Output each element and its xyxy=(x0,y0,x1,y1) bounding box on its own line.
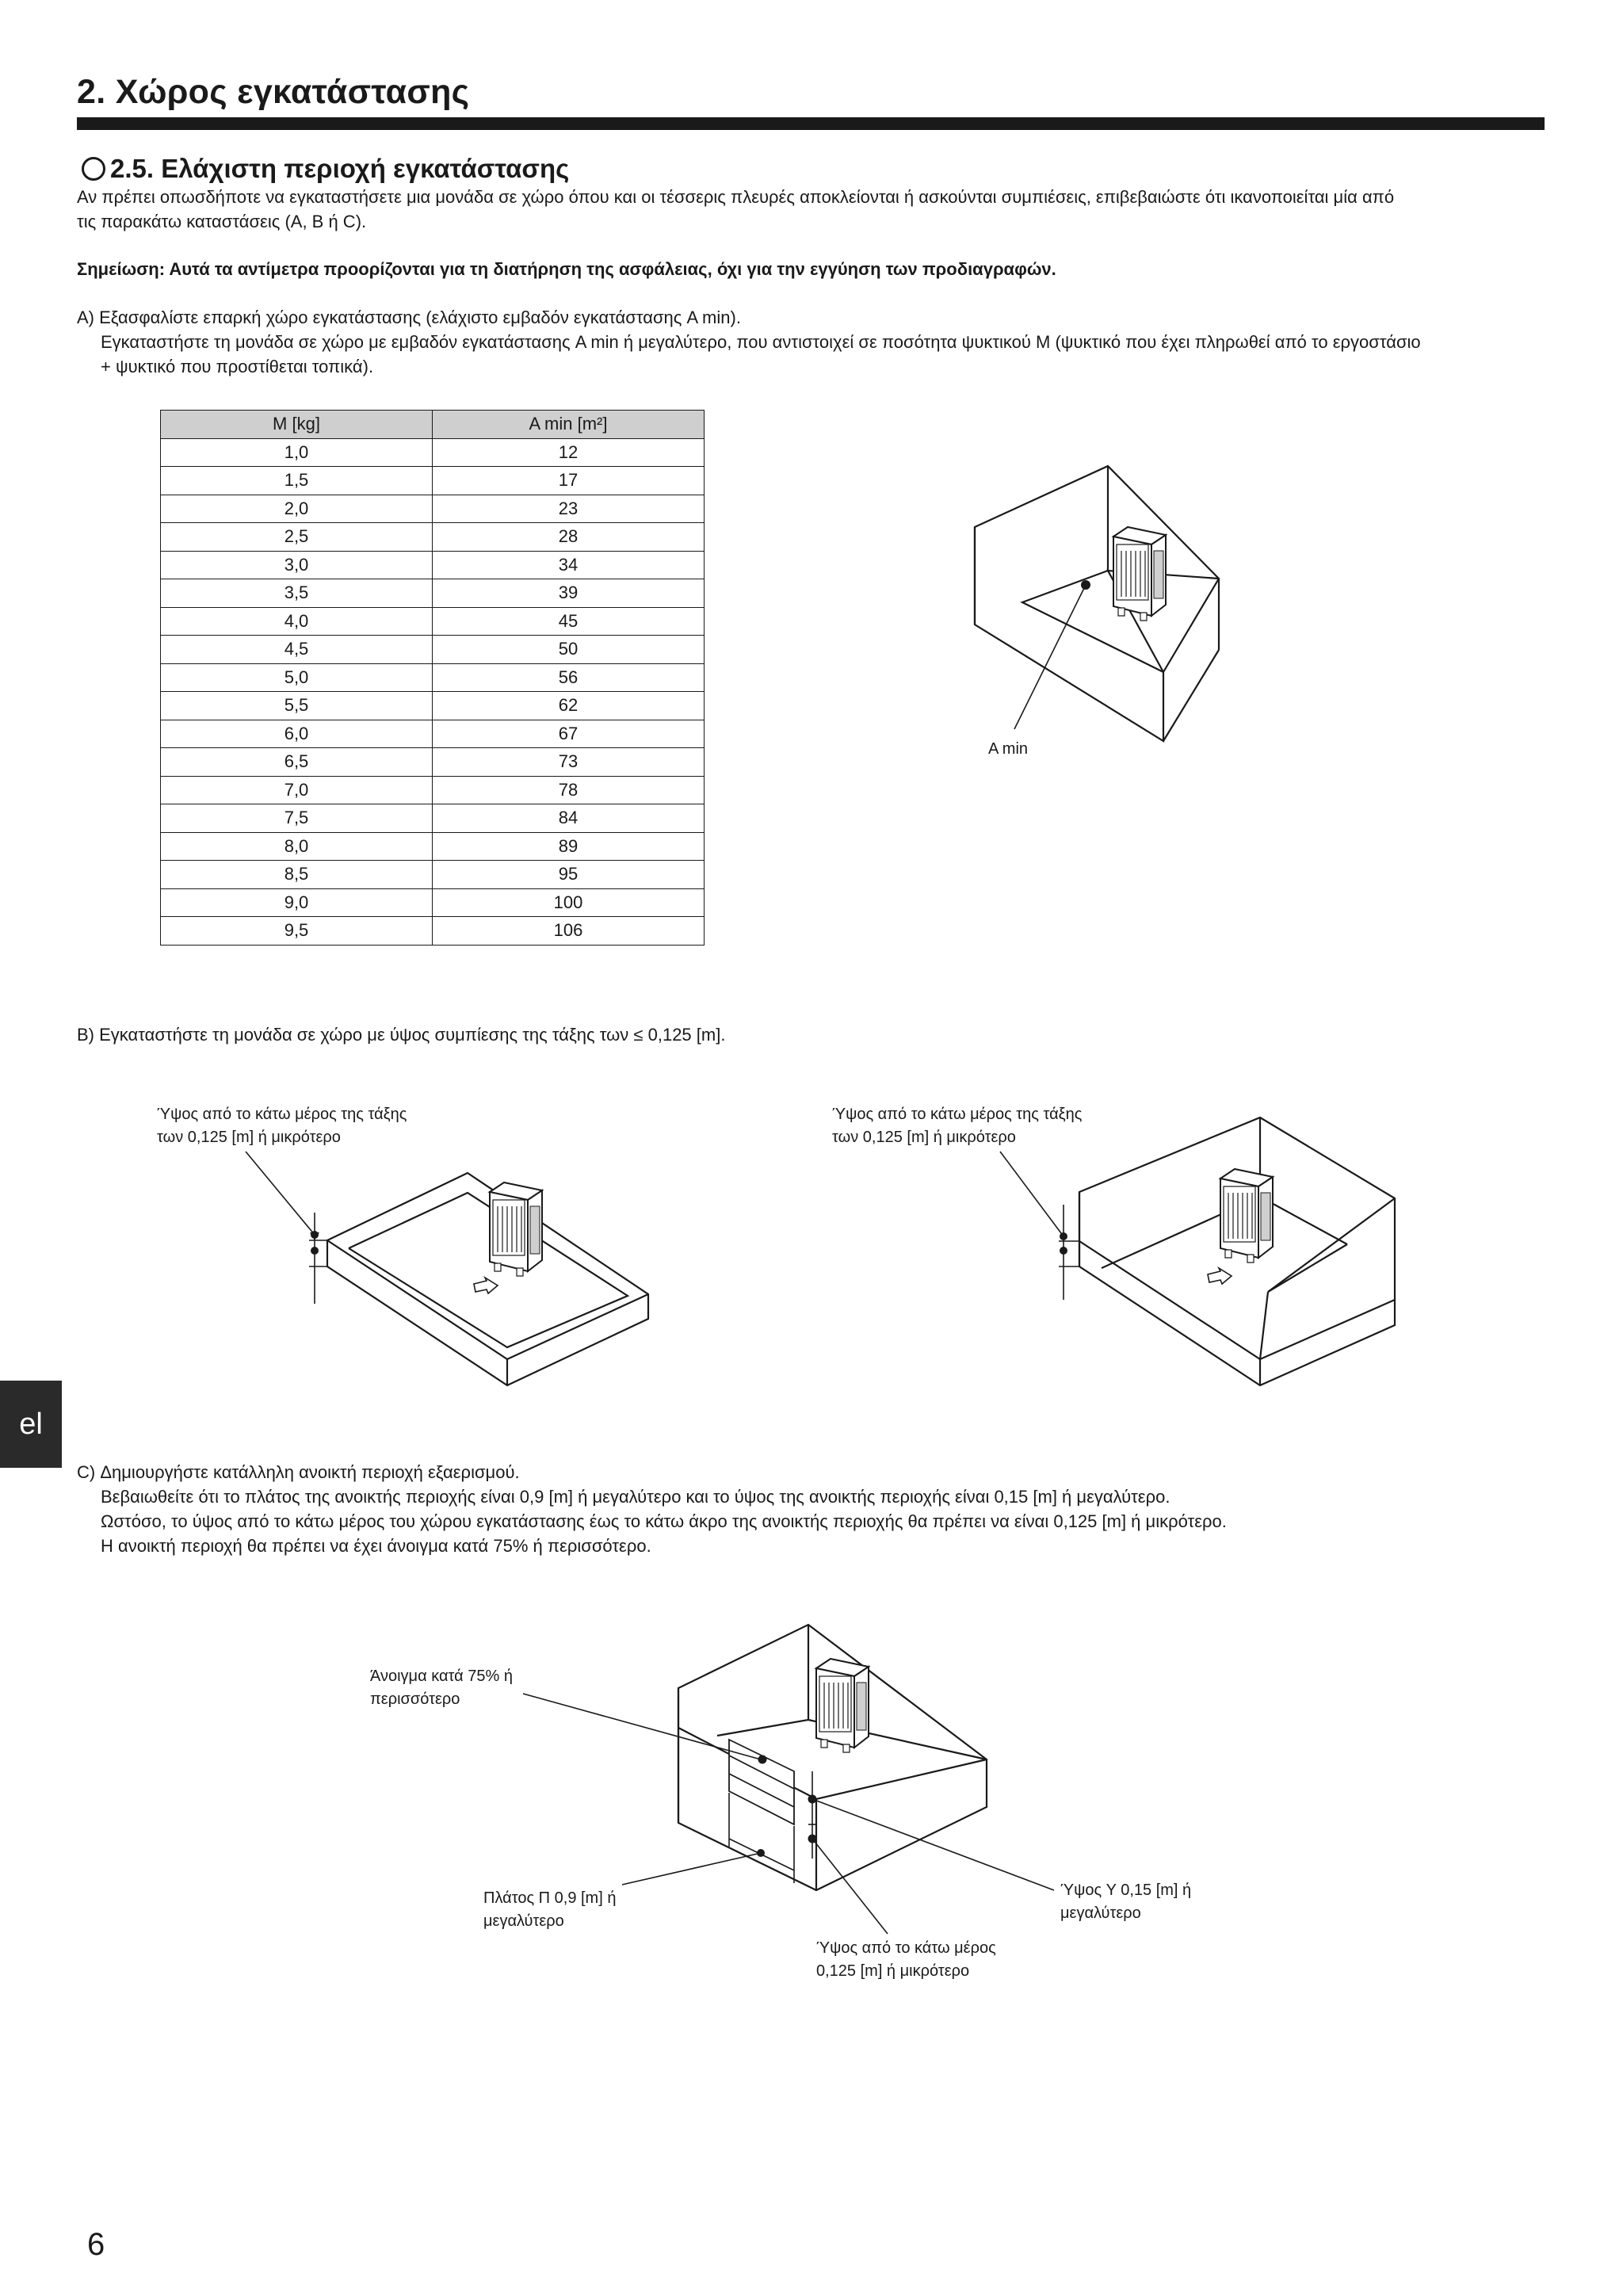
cell-a-min: 34 xyxy=(433,551,705,579)
figure-a-room xyxy=(975,466,1219,741)
label-line: περισσότερο xyxy=(370,1690,460,1708)
cell-m-kg: 2,5 xyxy=(161,523,433,552)
cell-a-min: 45 xyxy=(433,607,705,636)
cell-m-kg: 6,5 xyxy=(161,748,433,777)
label-line: 0,125 [m] ή μικρότερο xyxy=(816,1962,970,1980)
cell-m-kg: 7,0 xyxy=(161,776,433,804)
column-header-m: M [kg] xyxy=(161,411,433,439)
label-line: μεγαλύτερο xyxy=(483,1912,564,1930)
label-line: των 0,125 [m] ή μικρότερο xyxy=(832,1129,1016,1146)
cell-m-kg: 4,0 xyxy=(161,607,433,636)
section-a-line: Εγκαταστήστε τη μονάδα σε χώρο με εμβαδόν εγκατάστασης A min ή μεγαλύτερο, που αντιστοιχεί σε ποσότητα ψυκτικού M (ψυκτικό που έχει πληρωθεί από το εργοστάσιο xyxy=(101,332,1421,352)
cell-a-min: 106 xyxy=(433,917,705,946)
cell-m-kg: 8,0 xyxy=(161,832,433,861)
cell-m-kg: 9,0 xyxy=(161,888,433,917)
cell-m-kg: 2,0 xyxy=(161,495,433,523)
cell-a-min: 28 xyxy=(433,523,705,552)
cell-m-kg: 5,0 xyxy=(161,663,433,692)
section-c-line: Βεβαιωθείτε ότι το πλάτος της ανοικτής περιοχής είναι 0,9 [m] ή μεγαλύτερο και το ύψος της ανοικτής περιοχής είναι 0,15 [m] ή μεγαλύτερο. xyxy=(101,1487,1170,1507)
outdoor-unit-icon xyxy=(1220,1169,1273,1263)
cell-a-min: 100 xyxy=(433,888,705,917)
section-c-heading: C) Δημιουργήστε κατάλληλη ανοικτή περιοχή εξαερισμού. xyxy=(77,1462,520,1482)
language-tab: el xyxy=(0,1381,62,1468)
cell-a-min: 89 xyxy=(433,832,705,861)
cell-a-min: 56 xyxy=(433,663,705,692)
intro-line: Αν πρέπει οπωσδήποτε να εγκαταστήσετε μια μονάδα σε χώρο όπου και οι τέσσερις πλευρές αποκλείονται ή ασκούνται συμπιέσεις, επιβεβαιώστε ότι ικανοποιείται μία από xyxy=(77,187,1395,207)
cell-m-kg: 3,0 xyxy=(161,551,433,579)
cell-a-min: 67 xyxy=(433,720,705,748)
section-a-heading: A) Εξασφαλίστε επαρκή χώρο εγκατάστασης (ελάχιστο εμβαδόν εγκατάστασης A min). xyxy=(77,308,741,327)
label-line: Πλάτος Π 0,9 [m] ή xyxy=(483,1889,617,1907)
label-line: Ύψος Y 0,15 [m] ή xyxy=(1060,1881,1192,1899)
cell-m-kg: 4,5 xyxy=(161,636,433,664)
height-dimension-b1 xyxy=(246,1152,327,1304)
cell-m-kg: 3,5 xyxy=(161,579,433,608)
cell-a-min: 12 xyxy=(433,438,705,467)
outdoor-unit-icon xyxy=(1113,527,1166,621)
label-line: Άνοιγμα κατά 75% ή xyxy=(370,1668,513,1685)
cell-a-min: 78 xyxy=(433,776,705,804)
cell-a-min: 95 xyxy=(433,861,705,889)
cell-m-kg: 1,5 xyxy=(161,467,433,495)
cell-m-kg: 8,5 xyxy=(161,861,433,889)
label-line: Ύψος από το κάτω μέρος της τάξης xyxy=(157,1106,407,1123)
section-title: 2. Χώρος εγκατάστασης xyxy=(77,73,470,111)
section-b-heading: B) Εγκαταστήστε τη μονάδα σε χώρο με ύψος συμπίεσης της τάξης των ≤ 0,125 [m]. xyxy=(77,1025,726,1045)
outdoor-unit-icon xyxy=(490,1182,542,1276)
cell-a-min: 39 xyxy=(433,579,705,608)
subsection-title-text: 2.5. Ελάχιστη περιοχή εγκατάστασης xyxy=(110,154,570,183)
section-c-line: Ωστόσο, το ύψος από το κάτω μέρος του χώρου εγκατάστασης έως το κάτω άκρο της ανοικτής περιοχής θα πρέπει να είναι 0,125 [m] ή μικρότερο. xyxy=(101,1511,1227,1531)
section-c-line: Η ανοικτή περιοχή θα πρέπει να έχει άνοιγμα κατά 75% ή περισσότερο. xyxy=(101,1536,651,1556)
cell-m-kg: 9,5 xyxy=(161,917,433,946)
label-line: μεγαλύτερο xyxy=(1060,1904,1141,1922)
label-line: των 0,125 [m] ή μικρότερο xyxy=(157,1129,341,1146)
intro-line: τις παρακάτω καταστάσεις (A, B ή C). xyxy=(77,212,367,231)
page-number: 6 xyxy=(87,2227,105,2262)
safety-note: Σημείωση: Αυτά τα αντίμετρα προορίζονται για τη διατήρηση της ασφάλειας, όχι για την εγγύηση των προδιαγραφών. xyxy=(77,259,1056,279)
a-min-dot xyxy=(1081,580,1090,590)
column-header-amin: A min [m²] xyxy=(433,411,705,439)
cell-a-min: 50 xyxy=(433,636,705,664)
cell-m-kg: 1,0 xyxy=(161,438,433,467)
height-dimension-b2 xyxy=(1000,1152,1079,1300)
section-a-line: + ψυκτικό που προστίθεται τοπικά). xyxy=(101,357,374,376)
outdoor-unit-icon xyxy=(816,1659,869,1752)
label-line: Ύψος από το κάτω μέρος της τάξης xyxy=(832,1106,1083,1123)
label-line: Ύψος από το κάτω μέρος xyxy=(816,1939,996,1957)
cell-a-min: 73 xyxy=(433,748,705,777)
cell-m-kg: 6,0 xyxy=(161,720,433,748)
cell-m-kg: 5,5 xyxy=(161,692,433,720)
a-min-label: A min xyxy=(988,740,1029,758)
cell-a-min: 84 xyxy=(433,804,705,833)
cell-a-min: 17 xyxy=(433,467,705,495)
cell-m-kg: 7,5 xyxy=(161,804,433,833)
cell-a-min: 62 xyxy=(433,692,705,720)
cell-a-min: 23 xyxy=(433,495,705,523)
